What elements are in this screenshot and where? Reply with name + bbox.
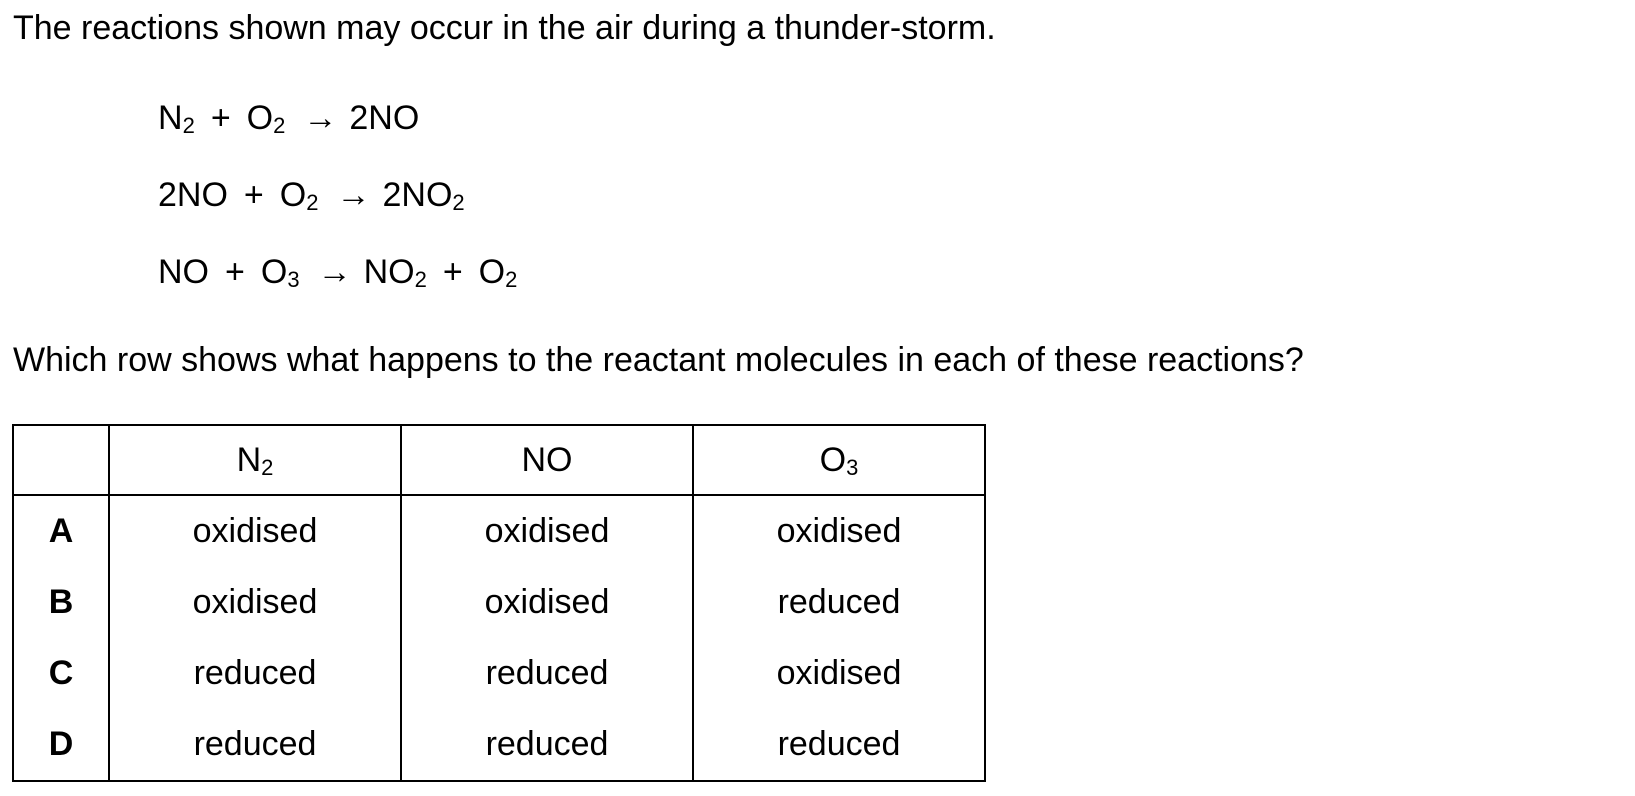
intro-text: The reactions shown may occur in the air during a thunder-storm. <box>13 9 996 47</box>
plus-sign: + <box>225 253 245 291</box>
header-blank <box>13 425 109 495</box>
cell-n2: oxidised <box>109 567 401 638</box>
species: $O_2$ <box>246 99 286 138</box>
equation-3 <box>158 252 517 296</box>
plus-sign: + <box>210 99 231 137</box>
table-row <box>13 567 985 638</box>
table-header-row <box>13 425 985 495</box>
table-row <box>13 495 985 567</box>
plus-sign: + <box>442 253 463 291</box>
species: $O_3$ <box>260 253 300 292</box>
header-o3: $O_3$ <box>693 425 985 495</box>
answer-table <box>12 424 986 782</box>
species: 2NO <box>349 99 420 137</box>
species: NO <box>158 253 209 291</box>
equation-1 <box>158 98 419 142</box>
cell-o3: oxidised <box>693 638 985 709</box>
cell-no: oxidised <box>401 567 693 638</box>
species: $O_2$ <box>279 176 319 215</box>
cell-no: reduced <box>401 638 693 709</box>
header-n2: $N_2$ <box>109 425 401 495</box>
row-letter: A <box>13 495 109 567</box>
reaction-arrow: → <box>336 176 371 214</box>
species: 2NO <box>158 176 228 214</box>
reaction-arrow: → <box>303 99 338 137</box>
cell-o3: reduced <box>693 709 985 781</box>
table-row <box>13 638 985 709</box>
cell-n2: reduced <box>109 709 401 781</box>
cell-o3: reduced <box>693 567 985 638</box>
row-letter: B <box>13 567 109 638</box>
table-row <box>13 709 985 781</box>
species: $N_2$ <box>158 99 195 138</box>
species: $NO_2$ <box>363 253 427 292</box>
cell-o3: oxidised <box>693 495 985 567</box>
reaction-arrow: → <box>317 253 352 291</box>
equation-2 <box>158 175 465 219</box>
header-no: NO <box>401 425 693 495</box>
species: $O_2$ <box>478 253 518 292</box>
question-text: Which row shows what happens to the reactant molecules in each of these reactions? <box>13 341 1304 379</box>
cell-n2: reduced <box>109 638 401 709</box>
plus-sign: + <box>243 176 264 214</box>
cell-n2: oxidised <box>109 495 401 567</box>
cell-no: reduced <box>401 709 693 781</box>
species: $2NO_2$ <box>382 176 465 215</box>
row-letter: C <box>13 638 109 709</box>
row-letter: D <box>13 709 109 781</box>
cell-no: oxidised <box>401 495 693 567</box>
